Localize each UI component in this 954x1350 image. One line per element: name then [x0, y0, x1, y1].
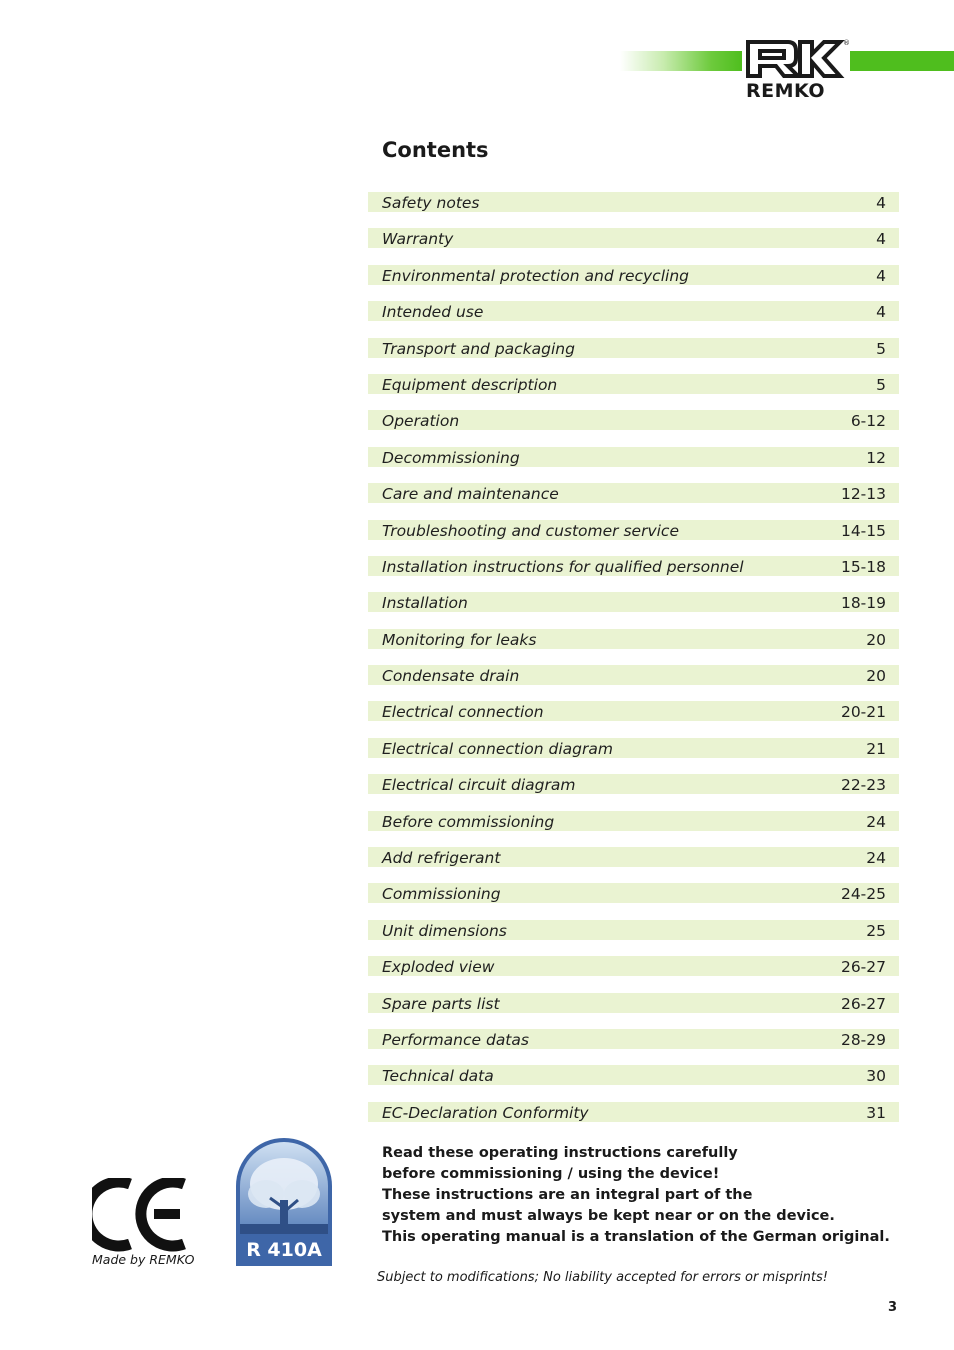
table-of-contents — [368, 192, 899, 1138]
toc-entry-title: Intended use — [382, 303, 484, 322]
toc-entry-title: Monitoring for leaks — [382, 630, 537, 649]
toc-entry-title: Condensate drain — [382, 667, 520, 686]
notice-block — [382, 1143, 890, 1248]
toc-entry-page: 18-19 — [840, 594, 886, 613]
toc-entry-page: 20-21 — [840, 703, 886, 722]
toc-entry-page: 4 — [876, 303, 886, 322]
toc-row — [368, 701, 899, 721]
toc-entry-title: Commissioning — [382, 885, 501, 904]
toc-row — [368, 1065, 899, 1085]
toc-entry-title: Warranty — [382, 230, 454, 249]
toc-entry-page: 15-18 — [840, 557, 886, 576]
toc-row — [368, 629, 899, 649]
toc-entry-title: Technical data — [382, 1067, 494, 1086]
refrigerant-label: R 410A — [246, 1239, 322, 1261]
toc-row — [368, 374, 899, 394]
header-green-stripe-left — [620, 51, 742, 71]
notice-line: These instructions are an integral part of the — [382, 1187, 753, 1203]
toc-entry-page: 28-29 — [840, 1030, 886, 1049]
toc-entry-title: Electrical connection diagram — [382, 739, 613, 758]
toc-entry-page: 4 — [876, 266, 886, 285]
toc-entry-page: 12 — [866, 448, 886, 467]
toc-row — [368, 738, 899, 758]
toc-row — [368, 192, 899, 212]
toc-entry-title: Before commissioning — [382, 812, 555, 831]
notice-line: before commissioning / using the device! — [382, 1166, 720, 1182]
toc-entry-title: Electrical connection — [382, 703, 544, 722]
toc-entry-title: Add refrigerant — [382, 849, 501, 868]
made-by-label: Made by REMKO — [92, 1252, 195, 1267]
toc-entry-page: 4 — [876, 230, 886, 249]
toc-entry-title: Safety notes — [382, 194, 480, 212]
disclaimer: Subject to modifications; No liability accepted for errors or misprints! — [377, 1270, 829, 1285]
toc-entry-title: Spare parts list — [382, 994, 500, 1013]
toc-row — [368, 592, 899, 612]
toc-row — [368, 301, 899, 321]
toc-entry-page: 24 — [866, 849, 886, 868]
notice-line: system and must always be kept near or on the device. — [382, 1208, 835, 1224]
toc-entry-title: Environmental protection and recycling — [382, 266, 689, 285]
toc-row — [368, 956, 899, 976]
toc-entry-title: Exploded view — [382, 958, 495, 977]
toc-entry-page: 31 — [866, 1103, 886, 1122]
notice-line: Read these operating instructions carefully — [382, 1145, 738, 1161]
toc-entry-title: EC-Declaration Conformity — [382, 1103, 589, 1122]
toc-entry-title: Installation — [382, 594, 468, 613]
toc-entry-page: 20 — [866, 630, 886, 649]
contents-heading: Contents — [382, 138, 489, 162]
registered-mark: ® — [843, 39, 850, 47]
toc-row — [368, 556, 899, 576]
ce-mark-icon — [92, 1178, 190, 1252]
toc-row — [368, 993, 899, 1013]
toc-row — [368, 665, 899, 685]
toc-entry-page: 26-27 — [840, 994, 886, 1013]
toc-entry-title: Transport and packaging — [382, 339, 575, 358]
toc-entry-page: 21 — [866, 739, 886, 758]
toc-entry-page: 20 — [866, 667, 886, 686]
toc-row — [368, 447, 899, 467]
toc-entry-page: 5 — [876, 339, 886, 358]
toc-entry-title: Troubleshooting and customer service — [382, 521, 679, 540]
toc-entry-title: Performance datas — [382, 1030, 529, 1049]
toc-entry-page: 6-12 — [850, 412, 886, 431]
toc-entry-page: 5 — [876, 375, 886, 394]
toc-entry-title: Decommissioning — [382, 448, 520, 467]
toc-row — [368, 847, 899, 867]
toc-entry-page: 4 — [876, 194, 886, 212]
toc-entry-title: Operation — [382, 412, 460, 431]
toc-entry-title: Electrical circuit diagram — [382, 776, 576, 795]
toc-row — [368, 228, 899, 248]
toc-row — [368, 1029, 899, 1049]
logo-wordmark: REMKO — [746, 80, 826, 102]
toc-entry-page: 26-27 — [840, 958, 886, 977]
toc-entry-page: 12-13 — [840, 485, 886, 504]
toc-row — [368, 774, 899, 794]
toc-row — [368, 883, 899, 903]
toc-row — [368, 811, 899, 831]
toc-entry-title: Care and maintenance — [382, 485, 559, 504]
toc-row — [368, 265, 899, 285]
toc-entry-page: 22-23 — [840, 776, 886, 795]
toc-entry-title: Installation instructions for qualified personnel — [382, 557, 744, 576]
toc-row — [368, 338, 899, 358]
r410a-badge — [236, 1138, 332, 1266]
page-number: 3 — [888, 1300, 898, 1315]
header-green-stripe-right — [840, 51, 954, 71]
toc-entry-page: 25 — [866, 921, 886, 940]
toc-row — [368, 1102, 899, 1122]
toc-entry-title: Unit dimensions — [382, 921, 507, 940]
toc-row — [368, 520, 899, 540]
toc-row — [368, 920, 899, 940]
toc-row — [368, 483, 899, 503]
notice-line: This operating manual is a translation of the German original. — [382, 1229, 890, 1245]
toc-entry-page: 30 — [866, 1067, 886, 1086]
toc-entry-title: Equipment description — [382, 375, 558, 394]
toc-entry-page: 24 — [866, 812, 886, 831]
toc-entry-page: 24-25 — [840, 885, 886, 904]
toc-entry-page: 14-15 — [840, 521, 886, 540]
toc-row — [368, 410, 899, 430]
